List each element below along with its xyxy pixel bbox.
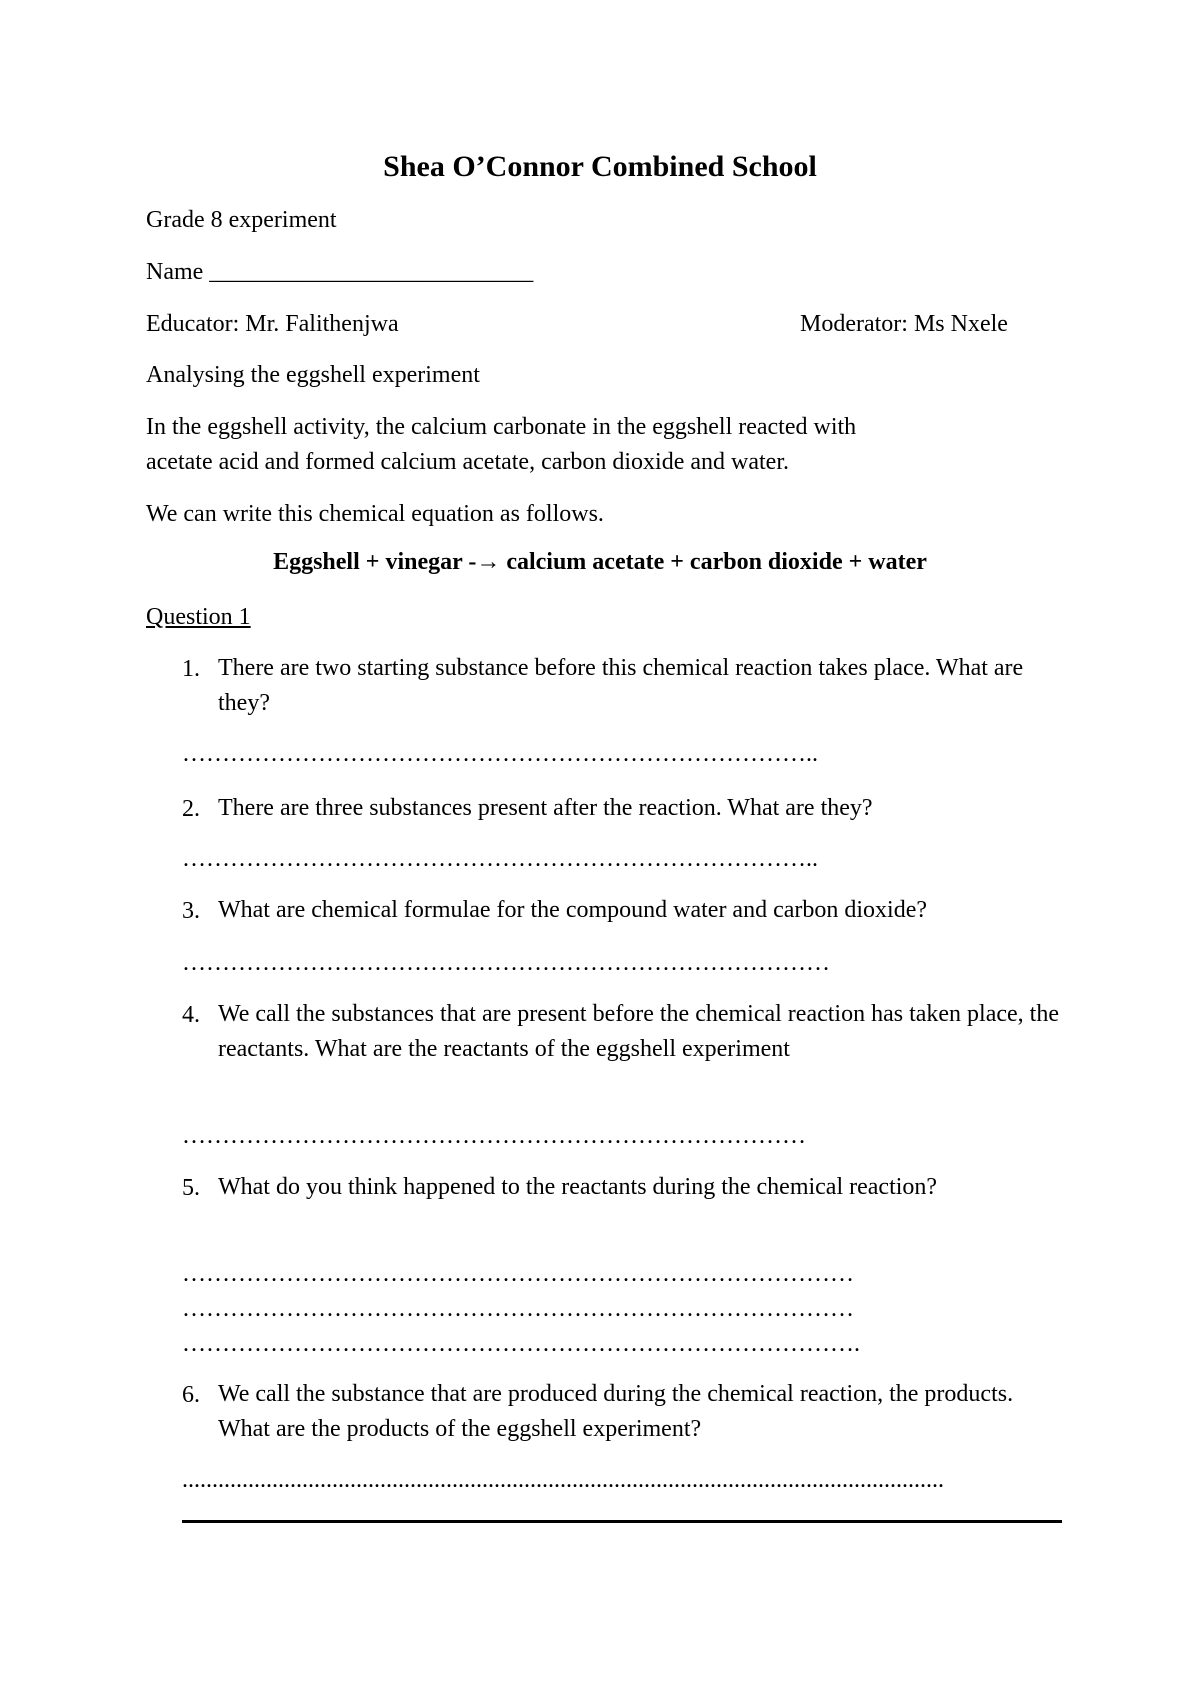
answer-line[interactable]: ………………………………………………………………………: [182, 950, 830, 976]
question-number: 3.: [182, 898, 200, 924]
answer-line[interactable]: …………………………………………………………………………: [182, 1296, 854, 1322]
name-field[interactable]: Name ___________________________: [146, 259, 534, 285]
question-heading: Question 1: [146, 604, 251, 630]
chemical-equation: Eggshell + vinegar -→ calcium acetate + carbon dioxide + water: [273, 549, 927, 575]
question-text: What do you think happened to the reactants during the chemical reaction?: [218, 1174, 938, 1200]
answer-line[interactable]: ……………………………………………………………………..: [182, 846, 818, 872]
question-text: We call the substances that are present before the chemical reaction has taken place, the reactants. What are the reactants of the eggshell experiment: [218, 1001, 1059, 1062]
grade-label: Grade 8 experiment: [146, 207, 337, 233]
question-text: We call the substance that are produced during the chemical reaction, the products. What are the products of the eggshell experiment?: [218, 1381, 1014, 1442]
answer-line[interactable]: ……………………………………………………………………: [182, 1123, 806, 1149]
question-number: 2.: [182, 796, 200, 822]
school-title: Shea O’Connor Combined School: [383, 150, 817, 183]
question-text: There are two starting substance before this chemical reaction takes place. What are they?: [218, 655, 1024, 716]
answer-line[interactable]: ...............................................................................................................................: [182, 1467, 944, 1493]
activity-subtitle: Analysing the eggshell experiment: [146, 362, 480, 388]
answer-line[interactable]: ………………………………………………………………………….: [182, 1331, 860, 1357]
question-number: 4.: [182, 1002, 200, 1028]
moderator-label: Moderator: Ms Nxele: [800, 311, 1008, 337]
answer-line[interactable]: …………………………………………………………………………: [182, 1261, 854, 1287]
bottom-rule: [182, 1520, 1062, 1523]
question-text: There are three substances present after the reaction. What are they?: [218, 795, 873, 821]
question-number: 1.: [182, 656, 200, 682]
question-number: 5.: [182, 1175, 200, 1201]
educator-label: Educator: Mr. Falithenjwa: [146, 311, 399, 337]
question-number: 6.: [182, 1382, 200, 1408]
answer-line[interactable]: ……………………………………………………………………..: [182, 741, 818, 767]
intro-line-2: acetate acid and formed calcium acetate, carbon dioxide and water.: [146, 449, 789, 475]
intro-line-1: In the eggshell activity, the calcium carbonate in the eggshell reacted with: [146, 414, 857, 440]
equation-intro: We can write this chemical equation as follows.: [146, 501, 604, 527]
question-text: What are chemical formulae for the compound water and carbon dioxide?: [218, 897, 928, 923]
